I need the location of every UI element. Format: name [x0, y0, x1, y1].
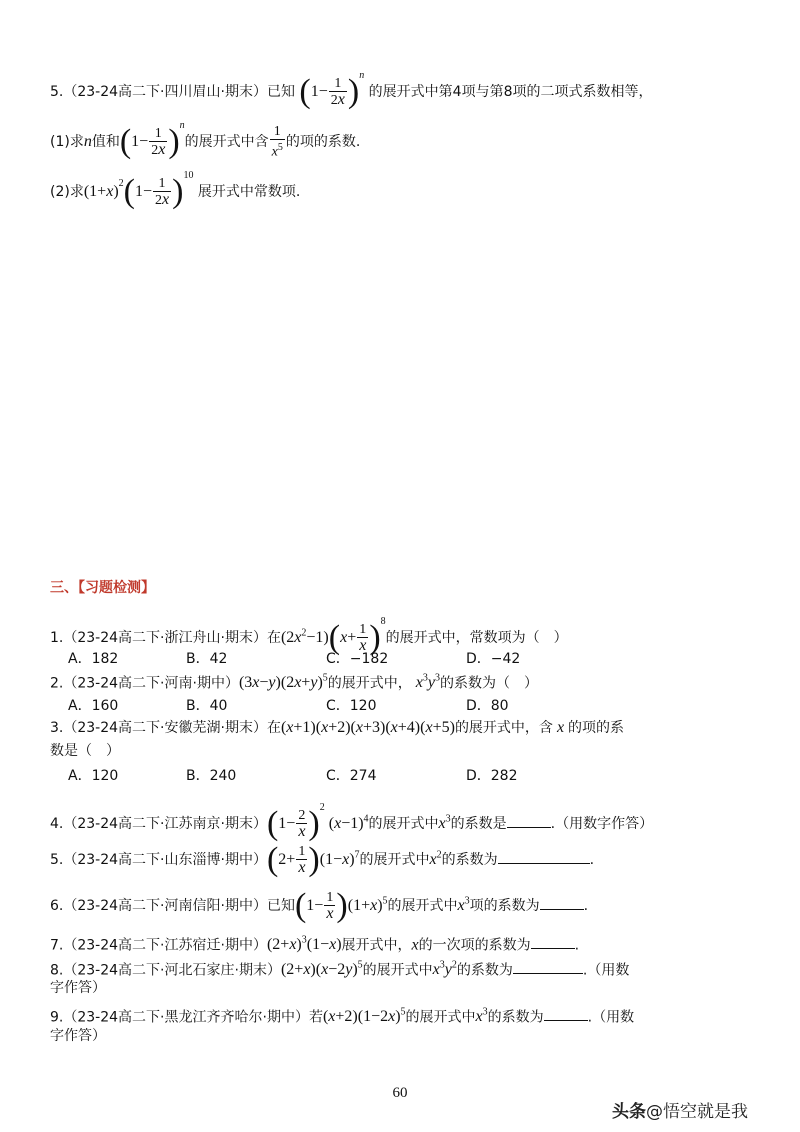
- answer-blank[interactable]: [540, 895, 584, 910]
- option-d: D．282: [466, 768, 518, 784]
- question-9: 9.（23-24高二下·黑龙江齐齐哈尔·期中）若$(x+2)(1-2x)^5$的展开式中$x^3$的系数为 .（用数: [50, 1007, 635, 1026]
- question-2: 2.（23-24高二下·河南·期中）$(3x-y)(2x+y)^5$的展开式中， $x^3y^3$的系数为（ ）: [50, 673, 538, 692]
- question-8-line-2: 字作答）: [50, 980, 106, 996]
- section-title: 三、【习题检测】: [50, 580, 155, 596]
- option-c: C．120: [326, 698, 377, 714]
- problem-5-part-1: (1)求n值和(1− $\frac{1}{2x}$ )$^n$的展开式中含 $\frac{1}{x^5}$ 的项的系数.: [50, 120, 361, 160]
- option-b: B．40: [186, 698, 228, 714]
- answer-blank[interactable]: [513, 959, 583, 974]
- question-8: 8.（23-24高二下·河北石家庄·期末）$(2+x)(x-2y)^5$的展开式中$x^3y^2$的系数为 .（用数: [50, 960, 630, 979]
- problem-5-stem: 5.（23-24高二下·四川眉山·期末）已知 (1− $\frac{1}{2x}$ )$^n$ 的展开式中第4项与第8项的二项式系数相等，: [50, 70, 653, 110]
- question-7: 7.（23-24高二下·江苏宿迁·期中）$(2+x)^3(1-x)$展开式中，x的一次项的系数为 .: [50, 935, 580, 954]
- question-6: 6.（23-24高二下·河南信阳·期中）已知(1− $\frac{1}{x}$ )$(1+x)^5$的展开式中$x^3$项的系数为 .: [50, 887, 589, 924]
- question-3-line-2: 数是（ ）: [50, 743, 120, 759]
- question-9-line-2: 字作答）: [50, 1028, 106, 1044]
- option-b: B．42: [186, 651, 228, 667]
- watermark-handle: @悟空就是我: [646, 1102, 748, 1122]
- question-4: 4.（23-24高二下·江苏南京·期末）(1− $\frac{2}{x}$ )$^2$ $(x-1)^4$的展开式中$x^3$的系数是 .（用数字作答）: [50, 802, 654, 842]
- option-c: C．−182: [326, 651, 389, 667]
- option-b: B．240: [186, 768, 237, 784]
- answer-blank[interactable]: [498, 849, 590, 864]
- watermark-logo: 头条: [612, 1102, 646, 1122]
- answer-blank[interactable]: [531, 934, 575, 949]
- fraction: $\frac{1}{2x}$: [330, 76, 345, 108]
- option-d: D．80: [466, 698, 509, 714]
- question-1: 1.（23-24高二下·浙江舟山·期末）在$(2x^2-1)(x+$ $\frac{1}{x}$ )$^8$的展开式中，常数项为（ ）: [50, 616, 568, 656]
- question-3: 3.（23-24高二下·安徽芜湖·期末）在(x+1)(x+2)(x+3)(x+4)(x+5)的展开式中，含 x 的项的系: [50, 719, 625, 736]
- page-number: 60: [392, 1085, 408, 1101]
- watermark: [612, 1097, 748, 1122]
- option-a: A．182: [68, 651, 119, 667]
- answer-blank[interactable]: [507, 813, 551, 828]
- option-a: A．160: [68, 698, 119, 714]
- option-c: C．274: [326, 768, 377, 784]
- problem-5-source: 5.（23-24高二下·四川眉山·期末）已知: [50, 84, 295, 100]
- question-5: 5.（23-24高二下·山东淄博·期中）(2+ $\frac{1}{x}$ )$(1-x)^7$的展开式中$x^2$的系数为 .: [50, 841, 595, 878]
- option-d: D．−42: [466, 651, 521, 667]
- problem-5-part-2: (2)求$(1+x)^2(1-$ $\frac{1}{2x}$ )$^{10}$ 展开式中常数项.: [50, 170, 301, 210]
- option-a: A．120: [68, 768, 119, 784]
- answer-blank[interactable]: [544, 1006, 588, 1021]
